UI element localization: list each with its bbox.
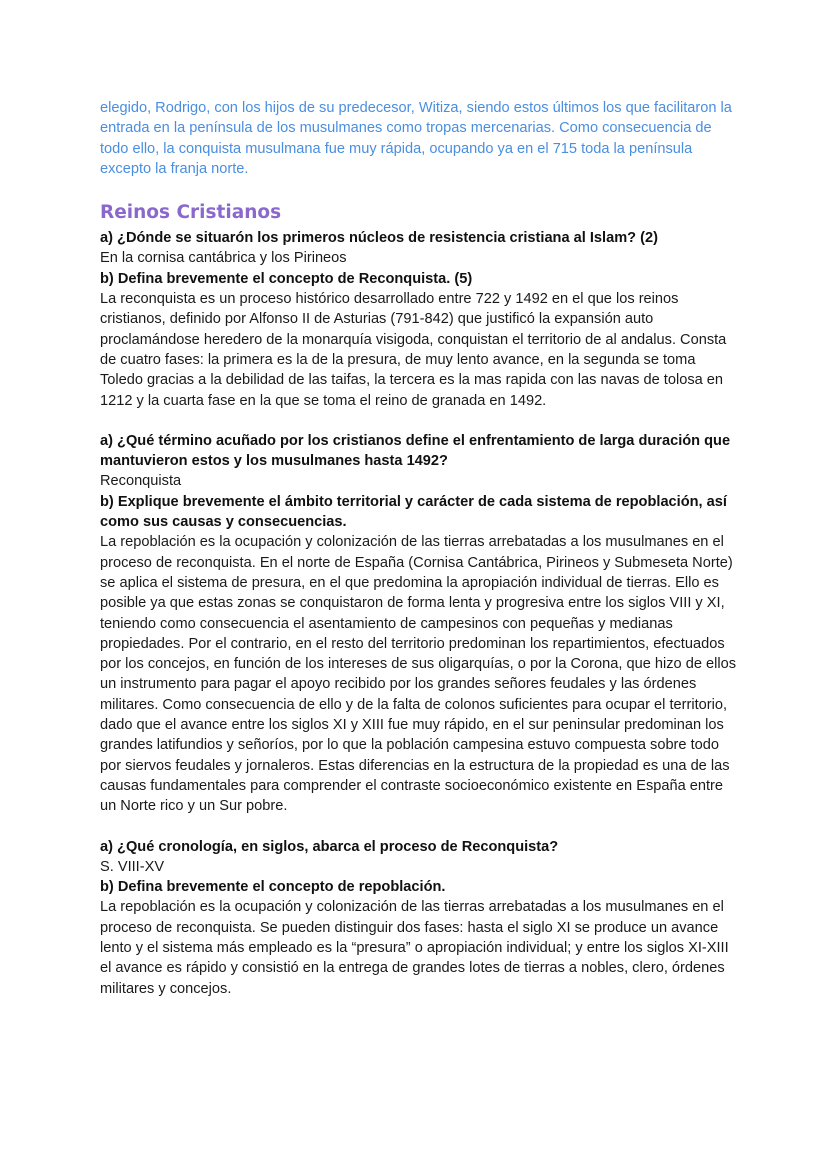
spacer	[100, 817, 740, 837]
question-a: a) ¿Qué término acuñado por los cristianos define el enfrentamiento de larga duración que mantuvieron estos y los musulmanes hasta 1492?	[100, 432, 731, 470]
question-b: b) Explique brevemente el ámbito territorial y carácter de cada sistema de repoblación, así como sus causas y consecuencias.	[100, 493, 727, 531]
question-a: a) ¿Qué cronología, en siglos, abarca el proceso de Reconquista?	[100, 838, 559, 855]
qa-block-1	[100, 228, 740, 411]
qa-block-2	[100, 431, 740, 817]
question-b: b) Defina brevemente el concepto de Reconquista. (5)	[100, 270, 473, 287]
intro-paragraph: elegido, Rodrigo, con los hijos de su predecesor, Witiza, siendo estos últimos los que facilitaron la entrada en la península de los musulmanes como tropas mercenarias. Como consecuencia de todo ello, la conquista musulmana fue muy rápida, ocupando ya en el 715 toda la península excepto la franja norte.	[100, 100, 732, 177]
answer-a: Reconquista	[100, 473, 182, 490]
spacer	[100, 411, 740, 431]
answer-b: La reconquista es un proceso histórico desarrollado entre 722 y 1492 en el que los reinos cristianos, definido por Alfonso II de Asturias (791-842) que justificó la expansión auto proclamándose heredero de la monarquía visigoda, conquistan el territorio de al andalus. Consta de cuatro fases: la primera es la de la presura, de muy lento avance, en la segunda se toma Toledo gracias a la debilidad de las taifas, la tercera es la mas rapida con las navas de tolosa en 1212 y la cuarta fase en la que se toma el reino de granada en 1492.	[100, 291, 727, 409]
document-body	[100, 98, 740, 999]
answer-a: En la cornisa cantábrica y los Pirineos	[100, 250, 347, 267]
section-title: Reinos Cristianos	[100, 202, 282, 224]
qa-block-3	[100, 837, 740, 999]
answer-b: La repoblación es la ocupación y colonización de las tierras arrebatadas a los musulmanes en el proceso de reconquista. En el norte de España (Cornisa Cantábrica, Pirineos y Submeseta Norte) se aplica el sistema de presura, en el que predomina la apropiación individual de tierras. Ello es posible ya que estas zonas se conquistaron de forma lenta y progresiva entre los siglos VIII y XI, teniendo como consecuencia el asentamiento de campesinos con pequeñas y medianas propiedades. Por el contrario, en el resto del territorio predominan los repartimientos, efectuados por los concejos, en función de los intereses de sus oligarquías, o por la Corona, que hizo de ellos un instrumento para pagar el apoyo recibido por los grandes señores feudales y las órdenes militares. Como consecuencia de ello y de la falta de colonos suficientes para ocupar el territorio, dado que el avance entre los siglos XI y XIII fue muy rápido, en el sur peninsular predominan los grandes latifundios y señoríos, por lo que la población campesina estuvo compuesta sobre todo por siervos feudales y jornaleros. Estas diferencias en la estructura de la propiedad es una de las causas fundamentales para comprender el contraste socioeconómico existente en España entre un Norte rico y un Sur pobre.	[100, 534, 737, 815]
answer-a: S. VIII-XV	[100, 858, 165, 875]
answer-b: La repoblación es la ocupación y colonización de las tierras arrebatadas a los musulmanes en el proceso de reconquista. Se pueden distinguir dos fases: hasta el siglo XI se produce un avance lento y el sistema más empleado es la “presura” o apropiación individual; y entre los siglos XI-XIII el avance es rápido y consistió en la entrega de grandes lotes de tierras a nobles, clero, órdenes militares y concejos.	[100, 899, 729, 997]
question-a: a) ¿Dónde se situarón los primeros núcleos de resistencia cristiana al Islam? (2)	[100, 230, 658, 247]
question-b: b) Defina brevemente el concepto de repoblación.	[100, 879, 446, 896]
